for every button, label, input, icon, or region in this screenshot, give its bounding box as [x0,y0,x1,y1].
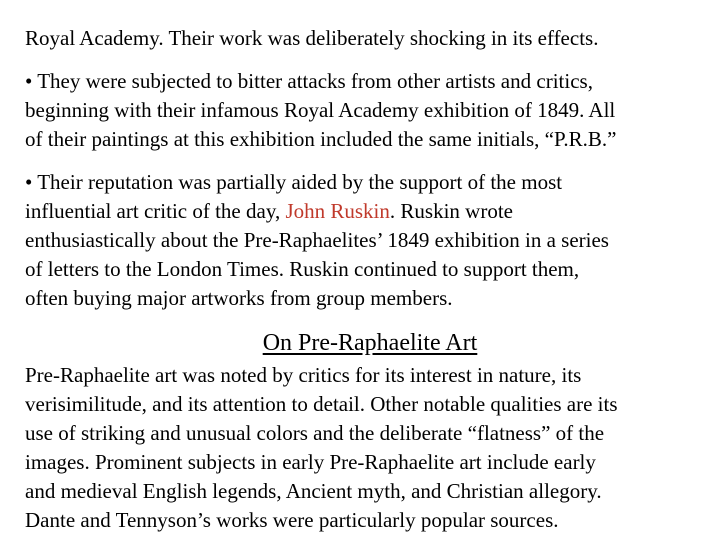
section-body-line3: use of striking and unusual colors and the deliberate “flatness” of the [25,421,605,445]
bullet1-line2: beginning with their infamous Royal Academy exhibition of 1849. All [25,98,616,122]
section-body-line5: and medieval English legends, Ancient myth, and Christian allegory. [25,479,602,503]
bullet2-line2-post: . Ruskin wrote [389,199,513,223]
bullet-paragraph-ruskin [25,168,715,313]
section-body-line6: Dante and Tennyson’s works were particularly popular sources. [25,508,559,532]
bullet2-line2-pre: influential art critic of the day, [25,199,286,223]
bullet1-line1: • They were subjected to bitter attacks from other artists and critics, [25,69,593,93]
intro-paragraph [25,24,715,53]
section-body-paragraph [25,361,715,535]
intro-line: Royal Academy. Their work was deliberately shocking in its effects. [25,26,599,50]
section-body-line1: Pre-Raphaelite art was noted by critics for its interest in nature, its [25,363,582,387]
bullet2-line4: of letters to the London Times. Ruskin continued to support them, [25,257,580,281]
bullet2-line2 [25,197,715,226]
bullet2-line3: enthusiastically about the Pre-Raphaelites’ 1849 exhibition in a series [25,228,609,252]
bullet2-line5: often buying major artworks from group members. [25,286,453,310]
section-body-line2: verisimilitude, and its attention to detail. Other notable qualities are its [25,392,618,416]
bullet2-line1: • Their reputation was partially aided by the support of the most [25,170,563,194]
john-ruskin-highlight: John Ruskin [285,199,390,223]
section-body-line4: images. Prominent subjects in early Pre-Raphaelite art include early [25,450,596,474]
section-heading: On Pre-Raphaelite Art [262,330,478,356]
bullet-paragraph-attacks [25,67,715,154]
bullet1-line3: of their paintings at this exhibition included the same initials, “P.R.B.” [25,127,617,151]
